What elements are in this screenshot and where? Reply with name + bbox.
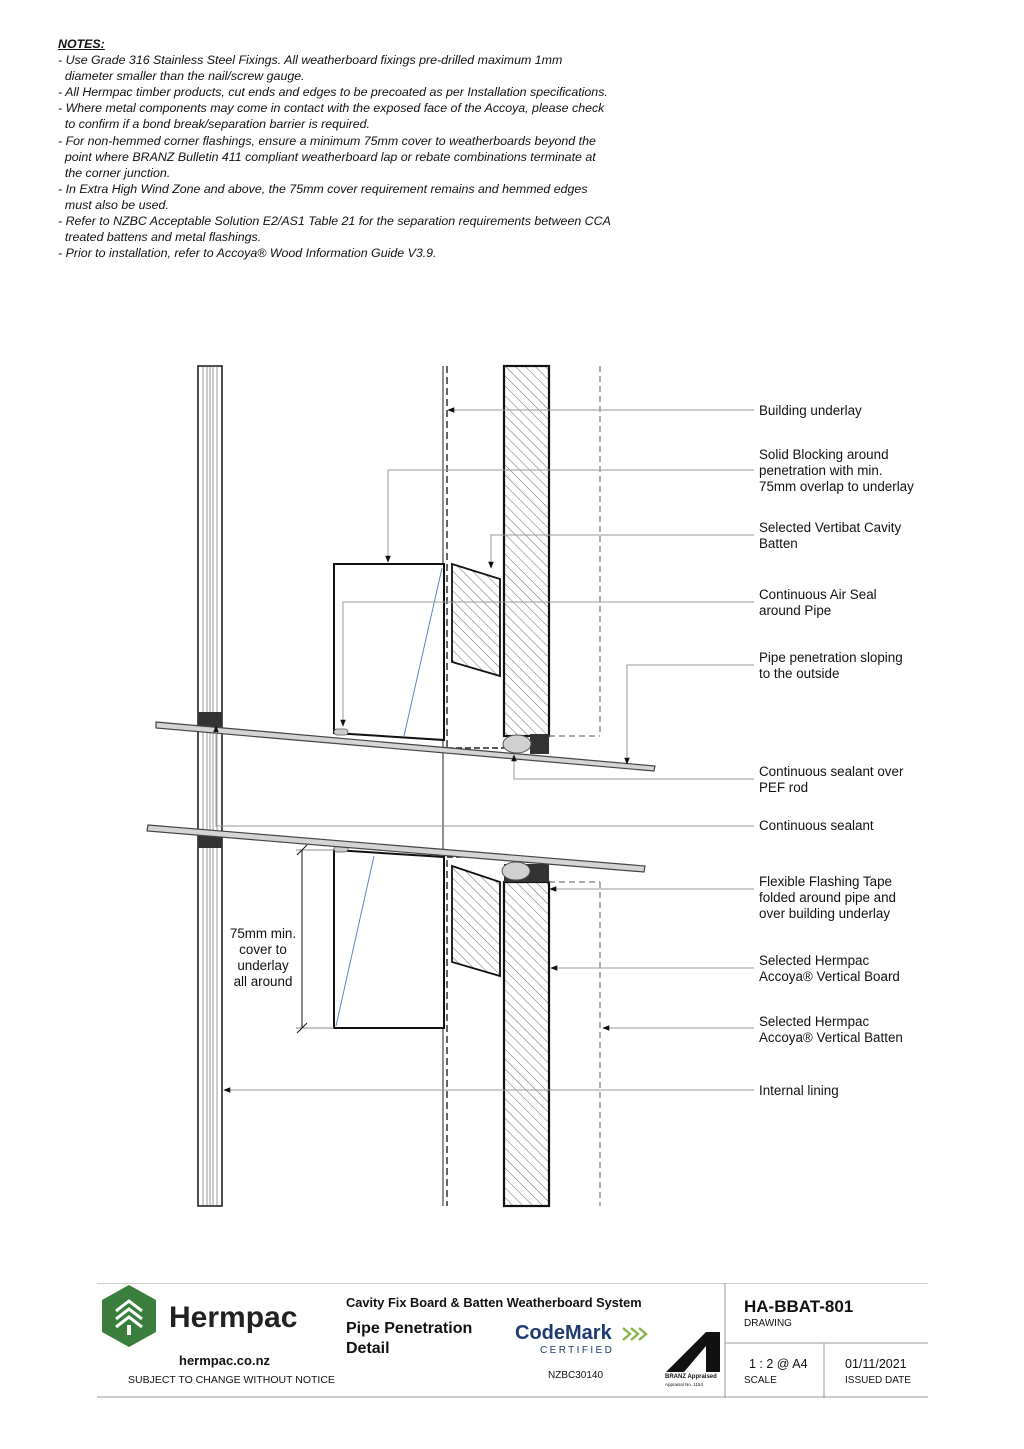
label-cover-dimension: cover to xyxy=(239,942,287,957)
label-solid-blocking: penetration with min. xyxy=(759,463,883,478)
drawing-label: DRAWING xyxy=(744,1318,792,1329)
brand-name: Hermpac xyxy=(169,1301,298,1334)
pef-rod-upper xyxy=(503,735,531,753)
label-solid-blocking: 75mm overlap to underlay xyxy=(759,479,914,494)
label-pipe-sloping: to the outside xyxy=(759,666,840,681)
label-vertibat-batten: Selected Vertibat Cavity xyxy=(759,520,902,535)
label-vertibat-batten: Batten xyxy=(759,536,798,551)
label-vertical-board: Selected Hermpac xyxy=(759,953,870,968)
note-line: point where BRANZ Bulletin 411 compliant weatherboard lap or rebate combinations terminate at xyxy=(58,149,596,164)
scale-label: SCALE xyxy=(744,1375,777,1386)
label-continuous-sealant: Continuous sealant xyxy=(759,818,874,833)
cover-dimension-line xyxy=(296,845,334,1033)
title-block xyxy=(97,1283,928,1398)
label-flashing-tape: folded around pipe and xyxy=(759,890,896,905)
branz-logo-icon xyxy=(666,1332,720,1372)
codemark-certified: CERTIFIED xyxy=(540,1345,615,1356)
pef-rod-lower xyxy=(502,862,530,880)
label-flashing-tape: Flexible Flashing Tape xyxy=(759,874,892,889)
note-line: - In Extra High Wind Zone and above, the 75mm cover requirement remains and hemmed edges xyxy=(58,181,588,196)
note-line: must also be used. xyxy=(58,197,169,212)
accoya-vertical-board xyxy=(504,366,549,1206)
cert-number: NZBC30140 xyxy=(548,1370,604,1381)
scale-value: 1 : 2 @ A4 xyxy=(749,1357,808,1371)
disclaimer: SUBJECT TO CHANGE WITHOUT NOTICE xyxy=(128,1374,335,1386)
note-line: diameter smaller than the nail/screw gauge. xyxy=(58,69,305,84)
drawing-title-line2: Detail xyxy=(346,1340,390,1357)
label-pipe-sloping: Pipe penetration sloping xyxy=(759,650,903,665)
branz-number: Appraisal No. 1164 xyxy=(665,1382,703,1387)
label-solid-blocking: Solid Blocking around xyxy=(759,447,889,462)
codemark-logo: CodeMark xyxy=(515,1322,612,1344)
vertibat-batten-upper xyxy=(452,564,500,676)
note-line: - Refer to NZBC Acceptable Solution E2/AS1 Table 21 for the separation requirements between CCA xyxy=(58,214,611,229)
leader-pipe-sloping xyxy=(627,665,754,764)
label-vertical-batten: Selected Hermpac xyxy=(759,1014,870,1029)
note-line: - All Hermpac timber products, cut ends and edges to be precoated as per Installation specifications. xyxy=(58,85,608,100)
label-cover-dimension: underlay xyxy=(237,958,289,973)
note-line: the corner junction. xyxy=(58,165,171,180)
branz-appraised: BRANZ Appraised xyxy=(665,1374,717,1380)
label-sealant-pef: Continuous sealant over xyxy=(759,764,904,779)
codemark-chevrons-icon xyxy=(622,1327,650,1341)
label-air-seal: around Pipe xyxy=(759,603,832,618)
website: hermpac.co.nz xyxy=(179,1353,271,1368)
label-vertical-board: Accoya® Vertical Board xyxy=(759,969,900,984)
label-air-seal: Continuous Air Seal xyxy=(759,587,877,602)
issued-label: ISSUED DATE xyxy=(845,1375,911,1386)
note-line: - Prior to installation, refer to Accoya® Wood Information Guide V3.9. xyxy=(58,246,437,261)
issued-date: 01/11/2021 xyxy=(845,1357,907,1371)
leader-lines xyxy=(216,410,754,1090)
note-line: to confirm if a bond break/separation barrier is required. xyxy=(58,117,370,132)
note-line: - Use Grade 316 Stainless Steel Fixings. All weatherboard fixings pre-drilled maximum 1mm xyxy=(58,53,563,68)
vertibat-batten-lower xyxy=(452,866,500,976)
building-underlay xyxy=(443,366,447,1206)
hermpac-logo-icon xyxy=(98,1285,160,1347)
leader-continuous-sealant xyxy=(216,726,754,826)
note-line: treated battens and metal flashings. xyxy=(58,230,262,245)
drawing-title-line1: Pipe Penetration xyxy=(346,1320,473,1337)
internal-lining-strip xyxy=(198,366,222,1206)
label-cover-dimension: all around xyxy=(233,974,293,989)
note-line: - Where metal components may come in contact with the exposed face of the Accoya, please check xyxy=(58,101,605,116)
label-internal-lining: Internal lining xyxy=(759,1083,839,1098)
label-flashing-tape: over building underlay xyxy=(759,906,891,921)
label-vertical-batten: Accoya® Vertical Batten xyxy=(759,1030,903,1045)
system-name: Cavity Fix Board & Batten Weatherboard System xyxy=(346,1295,642,1310)
label-sealant-pef: PEF rod xyxy=(759,780,809,795)
label-building-underlay: Building underlay xyxy=(759,403,862,418)
notes-heading: NOTES: xyxy=(58,37,105,51)
accoya-vertical-batten xyxy=(549,366,600,1206)
note-line: - For non-hemmed corner flashings, ensure a minimum 75mm cover to weatherboards beyond the xyxy=(58,133,596,148)
label-cover-dimension: 75mm min. xyxy=(229,926,297,941)
drawing-number: HA-BBAT-801 xyxy=(744,1297,854,1316)
drawing-labels xyxy=(230,403,914,1098)
